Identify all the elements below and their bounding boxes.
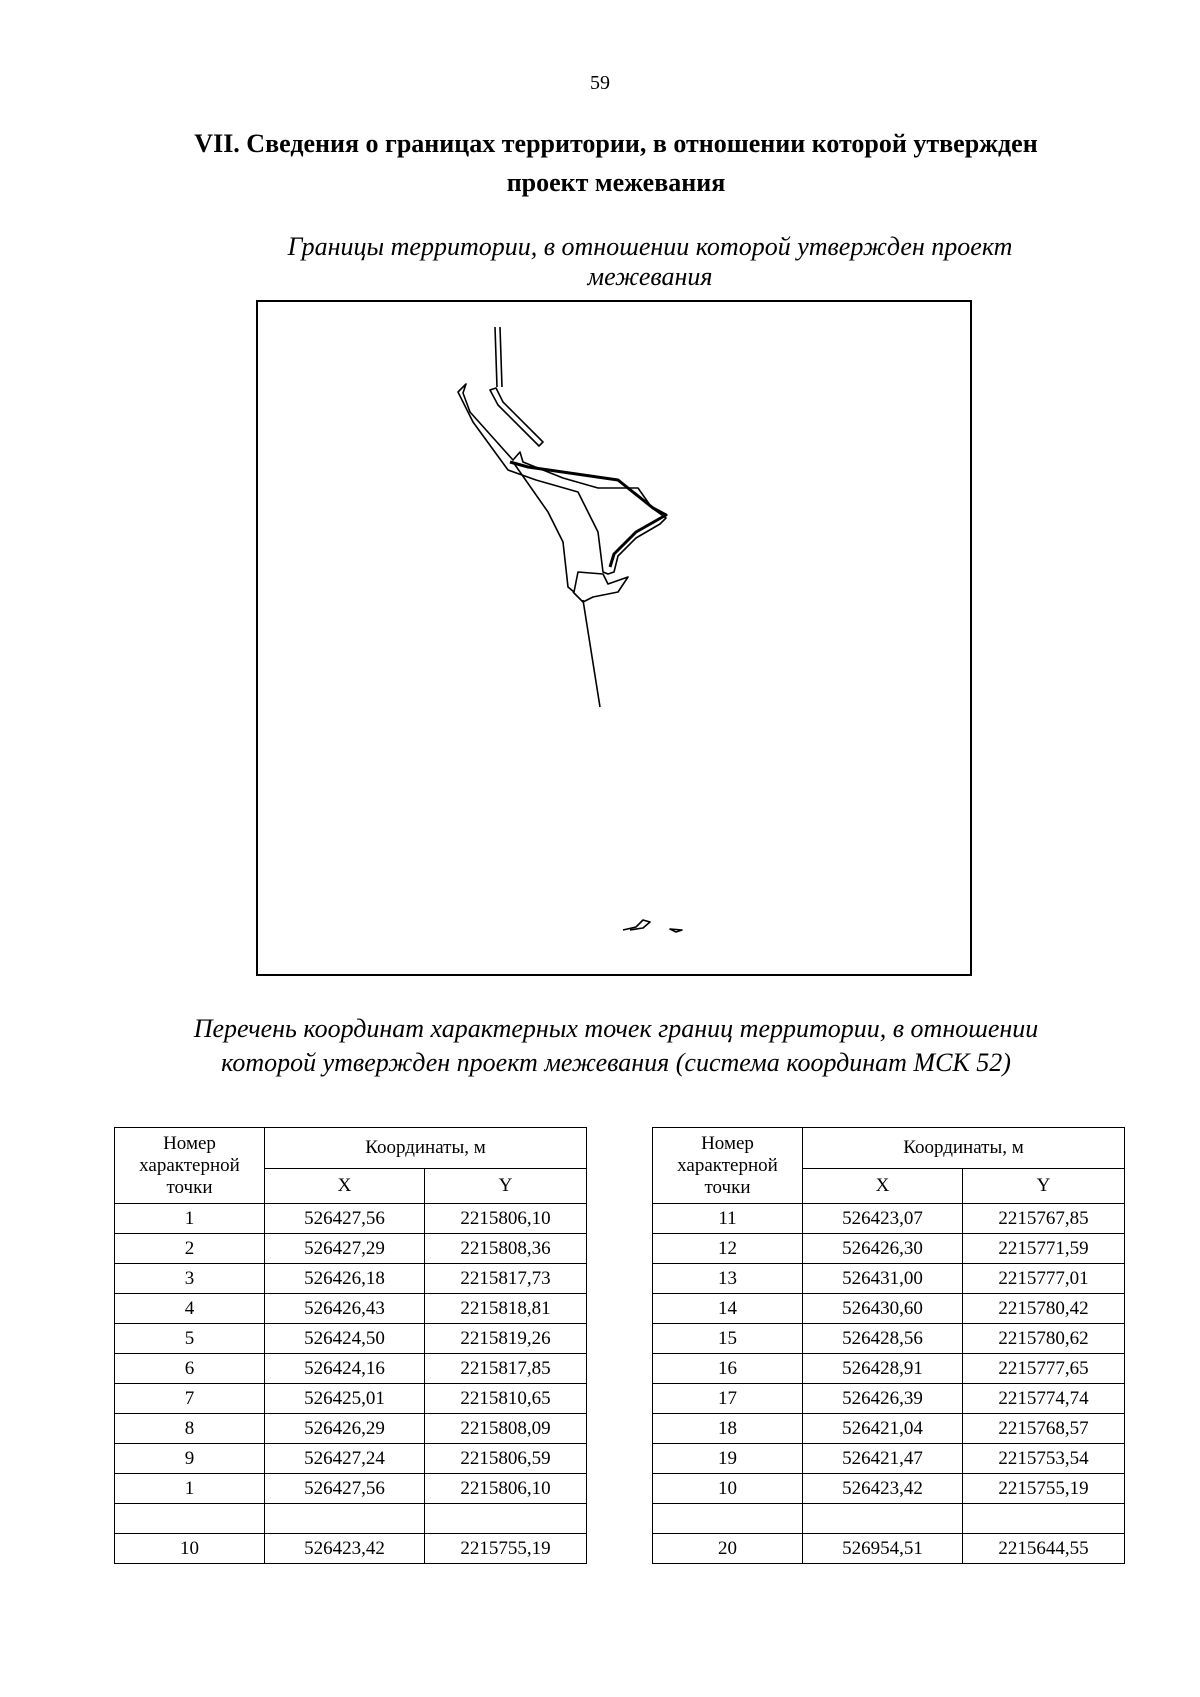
- point-number-cell: 5: [115, 1324, 265, 1354]
- y-coordinate-cell: 2215806,10: [425, 1474, 587, 1504]
- point-number-cell: 19: [653, 1444, 803, 1474]
- y-header: Y: [963, 1169, 1125, 1204]
- table-row: [115, 1414, 587, 1444]
- x-coordinate-cell: 526421,04: [803, 1414, 963, 1444]
- table-row: [115, 1384, 587, 1414]
- list-caption-line-1: Перечень координат характерных точек границ территории, в отношении: [193, 1014, 1039, 1043]
- x-coordinate-cell: 526423,42: [803, 1474, 963, 1504]
- coordinates-table-right-body: [653, 1204, 1125, 1564]
- point-number-cell: 10: [653, 1474, 803, 1504]
- y-coordinate-cell: 2215817,85: [425, 1354, 587, 1384]
- x-coordinate-cell: 526426,18: [265, 1264, 425, 1294]
- point-number-cell: 7: [115, 1384, 265, 1414]
- y-coordinate-cell: 2215777,01: [963, 1264, 1125, 1294]
- x-coordinate-cell: 526427,56: [265, 1474, 425, 1504]
- y-coordinate-cell: [963, 1504, 1125, 1534]
- x-coordinate-cell: 526431,00: [803, 1264, 963, 1294]
- section-title-line-1: VII. Сведения о границах территории, в отношении которой утвержден: [194, 129, 1038, 158]
- small-feature-left: [623, 920, 650, 930]
- y-coordinate-cell: 2215755,19: [425, 1534, 587, 1564]
- y-coordinate-cell: 2215808,09: [425, 1414, 587, 1444]
- point-number-header: Номер характерной точки: [653, 1128, 803, 1204]
- y-coordinate-cell: 2215768,57: [963, 1414, 1125, 1444]
- coordinates-table-left-body: [115, 1204, 587, 1564]
- table-row: [115, 1204, 587, 1234]
- y-coordinate-cell: 2215774,74: [963, 1384, 1125, 1414]
- x-coordinate-cell: 526426,39: [803, 1384, 963, 1414]
- x-coordinate-cell: 526424,16: [265, 1354, 425, 1384]
- map-caption: [200, 232, 1100, 292]
- x-header: X: [803, 1169, 963, 1204]
- map-caption-line-1: Границы территории, в отношении которой утвержден проект: [287, 232, 1013, 261]
- point-number-cell: 3: [115, 1264, 265, 1294]
- x-coordinate-cell: 526426,30: [803, 1234, 963, 1264]
- y-header: Y: [425, 1169, 587, 1204]
- table-row: [653, 1354, 1125, 1384]
- table-row: [653, 1534, 1125, 1564]
- point-number-cell: 17: [653, 1384, 803, 1414]
- point-number-cell: [115, 1504, 265, 1534]
- y-coordinate-cell: 2215780,42: [963, 1294, 1125, 1324]
- x-coordinate-cell: 526425,01: [265, 1384, 425, 1414]
- y-coordinate-cell: 2215767,85: [963, 1204, 1125, 1234]
- coordinates-table-left: [114, 1127, 587, 1564]
- x-coordinate-cell: 526423,07: [803, 1204, 963, 1234]
- table-row: [115, 1474, 587, 1504]
- upper-territory-outline: [458, 384, 666, 574]
- x-coordinate-cell: 526430,60: [803, 1294, 963, 1324]
- boundary-map-drawing: [258, 302, 970, 974]
- table-row: [115, 1504, 587, 1534]
- x-coordinate-cell: 526424,50: [265, 1324, 425, 1354]
- x-coordinate-cell: 526421,47: [803, 1444, 963, 1474]
- table-row: [115, 1234, 587, 1264]
- y-coordinate-cell: 2215818,81: [425, 1294, 587, 1324]
- y-coordinate-cell: 2215777,65: [963, 1354, 1125, 1384]
- x-header: X: [265, 1169, 425, 1204]
- point-number-cell: 15: [653, 1324, 803, 1354]
- y-coordinate-cell: 2215771,59: [963, 1234, 1125, 1264]
- y-coordinate-cell: [425, 1504, 587, 1534]
- x-coordinate-cell: 526428,56: [803, 1324, 963, 1354]
- table-row: [653, 1234, 1125, 1264]
- table-row: [115, 1354, 587, 1384]
- northern-road-strip: [495, 327, 502, 387]
- point-number-cell: 10: [115, 1534, 265, 1564]
- table-row: [653, 1384, 1125, 1414]
- x-coordinate-cell: 526426,29: [265, 1414, 425, 1444]
- y-coordinate-cell: 2215806,10: [425, 1204, 587, 1234]
- point-number-cell: 20: [653, 1534, 803, 1564]
- section-title: [120, 124, 1112, 202]
- y-coordinate-cell: 2215755,19: [963, 1474, 1125, 1504]
- table-row: [653, 1414, 1125, 1444]
- x-coordinate-cell: 526428,91: [803, 1354, 963, 1384]
- point-number-cell: 14: [653, 1294, 803, 1324]
- point-number-header: Номер характерной точки: [115, 1128, 265, 1204]
- x-coordinate-cell: 526427,24: [265, 1444, 425, 1474]
- y-coordinate-cell: 2215808,36: [425, 1234, 587, 1264]
- table-row: [115, 1444, 587, 1474]
- point-number-cell: 1: [115, 1474, 265, 1504]
- point-number-cell: [653, 1504, 803, 1534]
- x-coordinate-cell: [265, 1504, 425, 1534]
- point-number-cell: 9: [115, 1444, 265, 1474]
- table-row: [653, 1264, 1125, 1294]
- x-coordinate-cell: 526426,43: [265, 1294, 425, 1324]
- table-row: [653, 1504, 1125, 1534]
- point-number-cell: 2: [115, 1234, 265, 1264]
- coordinates-header: Координаты, м: [803, 1128, 1125, 1169]
- y-coordinate-cell: 2215810,65: [425, 1384, 587, 1414]
- list-caption-line-2: которой утвержден проект межевания (система координат МСК 52): [221, 1048, 1011, 1077]
- page-number: 59: [590, 72, 610, 94]
- table-row: [115, 1534, 587, 1564]
- table-row: [653, 1294, 1125, 1324]
- coordinates-table-right: [652, 1127, 1125, 1564]
- boundary-map: [256, 300, 972, 976]
- small-feature-right: [670, 929, 682, 932]
- section-title-line-2: проект межевания: [506, 168, 726, 197]
- thick-boundary-line: [510, 462, 666, 567]
- point-number-cell: 16: [653, 1354, 803, 1384]
- coordinates-header: Координаты, м: [265, 1128, 587, 1169]
- point-number-cell: 4: [115, 1294, 265, 1324]
- point-number-cell: 6: [115, 1354, 265, 1384]
- point-number-cell: 8: [115, 1414, 265, 1444]
- y-coordinate-cell: 2215644,55: [963, 1534, 1125, 1564]
- y-coordinate-cell: 2215780,62: [963, 1324, 1125, 1354]
- table-row: [115, 1324, 587, 1354]
- table-row: [653, 1474, 1125, 1504]
- table-row: [653, 1444, 1125, 1474]
- x-coordinate-cell: [803, 1504, 963, 1534]
- y-coordinate-cell: 2215817,73: [425, 1264, 587, 1294]
- y-coordinate-cell: 2215806,59: [425, 1444, 587, 1474]
- table-row: [653, 1204, 1125, 1234]
- inner-strip: [490, 388, 543, 446]
- x-coordinate-cell: 526954,51: [803, 1534, 963, 1564]
- lower-territory-outline: [513, 462, 628, 602]
- table-row: [115, 1294, 587, 1324]
- map-caption-line-2: межевания: [587, 262, 713, 291]
- point-number-cell: 11: [653, 1204, 803, 1234]
- southern-road-line: [583, 600, 600, 707]
- y-coordinate-cell: 2215819,26: [425, 1324, 587, 1354]
- point-number-cell: 1: [115, 1204, 265, 1234]
- point-number-cell: 18: [653, 1414, 803, 1444]
- table-row: [653, 1324, 1125, 1354]
- point-number-cell: 12: [653, 1234, 803, 1264]
- x-coordinate-cell: 526423,42: [265, 1534, 425, 1564]
- table-row: [115, 1264, 587, 1294]
- point-number-cell: 13: [653, 1264, 803, 1294]
- y-coordinate-cell: 2215753,54: [963, 1444, 1125, 1474]
- x-coordinate-cell: 526427,29: [265, 1234, 425, 1264]
- x-coordinate-cell: 526427,56: [265, 1204, 425, 1234]
- coordinate-list-caption: [120, 1012, 1112, 1080]
